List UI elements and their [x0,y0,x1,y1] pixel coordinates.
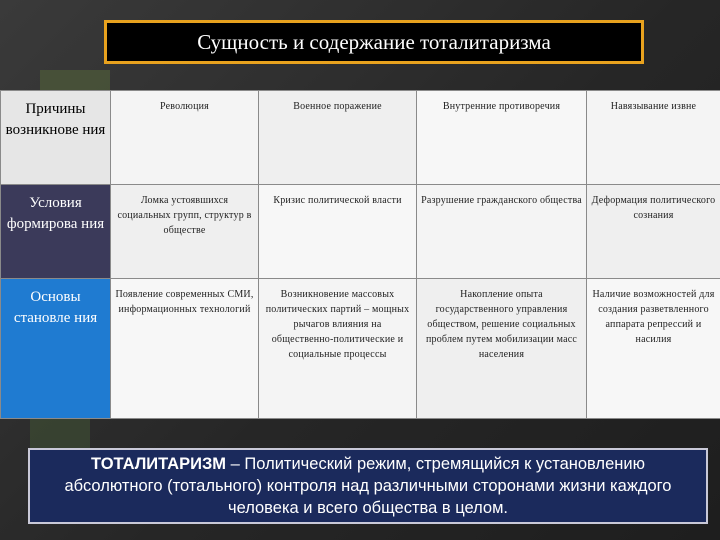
table-row [1,91,720,185]
definition-body: – Политический режим, стремящийся к установлению абсолютного (тотального) контроля над различными сторонами жизни каждого человека и всего общества в целом. [64,455,672,517]
definition-text [40,453,696,519]
table-cell: Наличие возможностей для создания разветвленного аппарата репрессий и насилия [587,279,720,419]
table-cell: Революция [111,91,259,185]
title-banner [104,20,644,64]
row-header-conditions: Условия формирова ния [1,185,111,279]
table-cell: Деформация политического сознания [587,185,720,279]
table-cell: Ломка устоявшихся социальных групп, структур в обществе [111,185,259,279]
table-cell: Внутренние противоречия [417,91,587,185]
table-cell: Военное поражение [259,91,417,185]
table-cell: Возникновение массовых политических партий – мощных рычагов влияния на общественно-политические и социальные процессы [259,279,417,419]
table-cell: Разрушение гражданского общества [417,185,587,279]
table-row [1,185,720,279]
definition-term: ТОТАЛИТАРИЗМ [91,455,227,473]
definition-box [28,448,708,524]
row-header-causes: Причины возникнове ния [1,91,111,185]
table-row [1,279,720,419]
totalitarianism-table [0,90,720,418]
table-cell: Кризис политической власти [259,185,417,279]
row-header-foundations: Основы становле ния [1,279,111,419]
table-cell: Появление современных СМИ, информационных технологий [111,279,259,419]
page-title: Сущность и содержание тоталитаризма [197,29,551,54]
table-cell: Навязывание извне [587,91,720,185]
table-cell: Накопление опыта государственного управления обществом, решение социальных проблем путем мобилизации масс населения [417,279,587,419]
